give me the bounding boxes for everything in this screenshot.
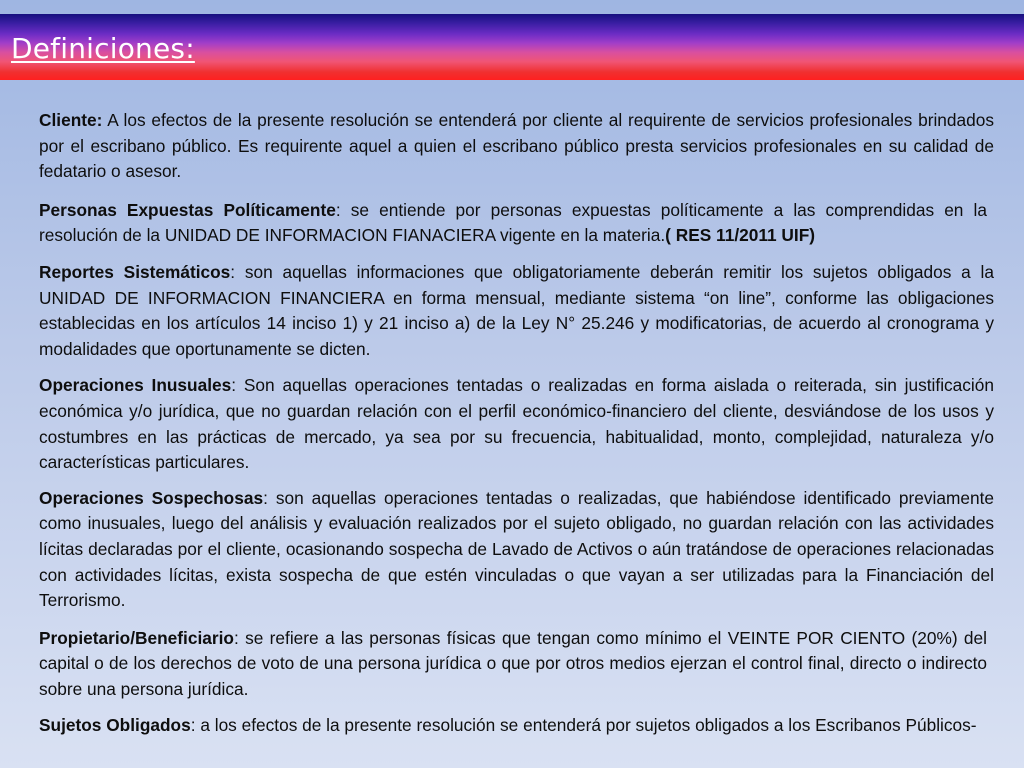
definition-cliente — [39, 108, 994, 185]
definition-term: Operaciones Sospechosas — [39, 487, 264, 508]
definition-text: : Son aquellas operaciones tentadas o realizadas en forma aislada o reiterada, sin justificación económica y/o jurídica, que no guardan relación con el perfil económico-financiero del cliente, desviándose de los usos y costumbres en las prácticas de mercado, ya sea por su frecuencia, habitualidad, monto, complejidad, naturaleza y/o características particulares. — [39, 375, 994, 473]
slide-title: Definiciones: — [11, 32, 195, 65]
definition-personas-expuestas — [39, 198, 987, 249]
definition-propietario-beneficiario — [39, 626, 987, 703]
definition-operaciones-inusuales — [39, 373, 994, 475]
definition-text: A los efectos de la presente resolución se entenderá por cliente al requirente de servicios profesionales brindados por el escribano público. Es requirente aquel a quien el escribano público presta servicios profesionales en su calidad de fedatario o asesor. — [39, 110, 994, 182]
definition-text: : son aquellas informaciones que obligatoriamente deberán remitir los sujetos obligados a la UNIDAD DE INFORMACION FINANCIERA en forma mensual, mediante sistema “on line”, conforme las obligaciones establecidas en los artículos 14 inciso 1) y 21 inciso a) de la Ley N° 25.246 y modificatorias, de acuerdo al cronograma y modalidades que oportunamente se dicten. — [39, 261, 994, 359]
definition-term: Propietario/Beneficiario — [39, 627, 234, 648]
definition-text: : son aquellas operaciones tentadas o realizadas, que habiéndose identificado previamente como inusuales, luego del análisis y evaluación realizados por el sujeto obligado, no guardan relación con las actividades lícitas declaradas por el cliente, ocasionando sospecha de Lavado de Activos o aún tratándose de operaciones relacionadas con actividades lícitas, exista sospecha de que estén vinculadas o que vayan a ser utilizadas para la Financiación del Terrorismo. — [39, 487, 994, 611]
definition-sujetos-obligados — [39, 713, 987, 739]
definition-term: Personas Expuestas Políticamente — [39, 199, 336, 220]
definition-term: Cliente: — [39, 110, 103, 130]
definition-text: : a los efectos de la presente resolución se entenderá por sujetos obligados a los Escribanos Públicos- — [190, 715, 977, 736]
definition-reference: ( RES 11/2011 UIF) — [665, 225, 816, 246]
definition-term: Sujetos Obligados — [39, 715, 191, 736]
definition-text: : se entiende por personas expuestas políticamente a las comprendidas en la resolución de la UNIDAD DE INFORMACION FIANACIERA vigente en la materia. — [39, 199, 987, 246]
definition-operaciones-sospechosas — [39, 486, 994, 614]
definition-term: Operaciones Inusuales — [39, 375, 232, 396]
definition-term: Reportes Sistemáticos — [39, 261, 231, 282]
definition-reportes-sistematicos — [39, 260, 994, 362]
definitions-list — [39, 108, 994, 739]
definition-text: : se refiere a las personas físicas que tengan como mínimo el VEINTE POR CIENTO (20%) del capital o de los derechos de voto de una persona jurídica o que por otros medios ejerzan el control final, directo o indirecto sobre una persona jurídica. — [39, 627, 987, 699]
